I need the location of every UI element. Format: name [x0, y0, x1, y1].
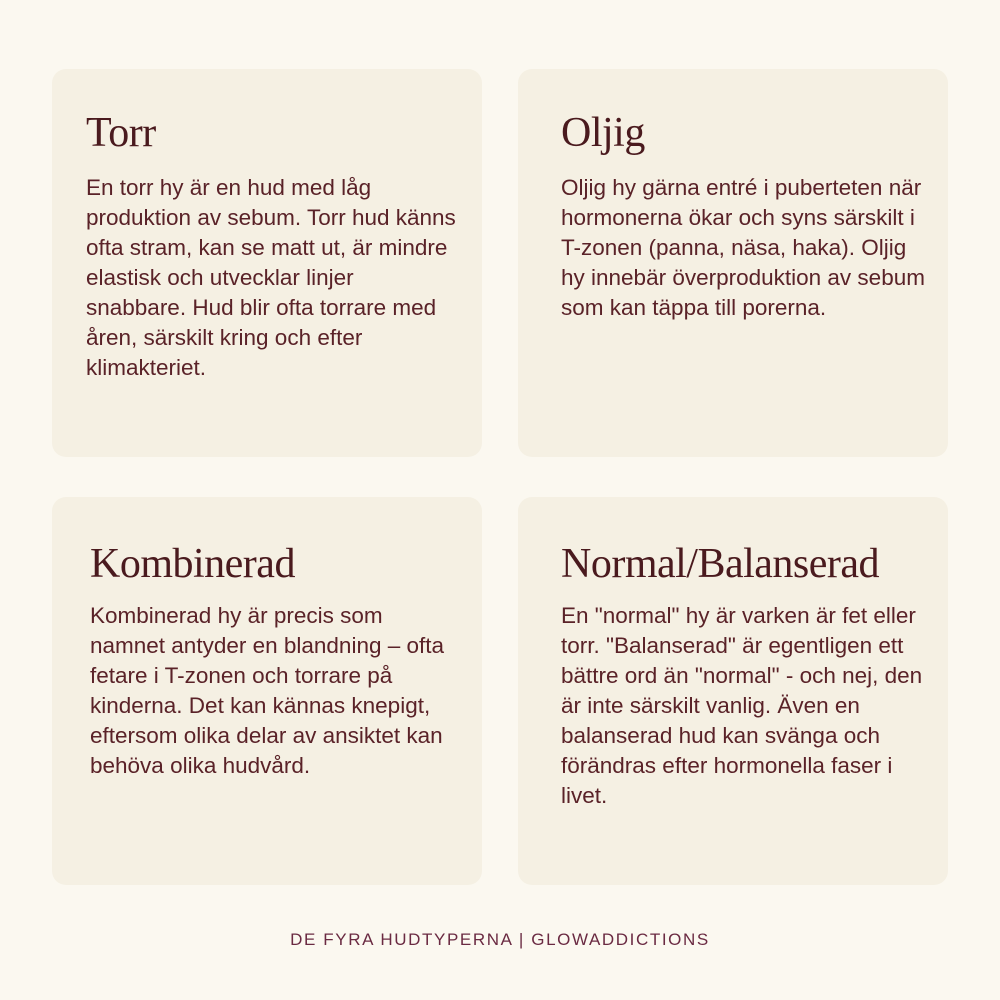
card-title: Oljig — [561, 110, 645, 156]
card-kombinerad — [52, 497, 482, 885]
card-title: Torr — [86, 110, 156, 156]
card-title: Normal/Balanserad — [561, 541, 880, 587]
card-torr — [52, 69, 482, 457]
card-body: Kombinerad hy är precis som namnet antyder en blandning – ofta fetare i T-zonen och torrare på kinderna. Det kan kännas knepigt, eftersom olika delar av ansiktet kan behöva olika hudvård. — [90, 603, 445, 778]
card-body: En torr hy är en hud med låg produktion av sebum. Torr hud känns ofta stram, kan se matt ut, är mindre elastisk och utvecklar linjer snabbare. Hud blir ofta torrare med åren, särskilt kring och efter klimakteriet. — [86, 175, 456, 380]
card-body: Oljig hy gärna entré i puberteten när hormonerna ökar och syns särskilt i T-zonen (panna, näsa, haka). Oljig hy innebär överproduktion av sebum som kan täppa till porerna. — [561, 175, 925, 320]
card-body: En "normal" hy är varken är fet eller torr. "Balanserad" är egentligen ett bättre ord än "normal" - och nej, den är inte särskilt vanlig. Även en balanserad hud kan svänga och förändras efter hormonella faser i livet. — [561, 603, 923, 808]
card-normal-balanserad — [518, 497, 948, 885]
footer-caption: DE FYRA HUDTYPERNA | GLOWADDICTIONS — [290, 930, 710, 949]
card-title: Kombinerad — [90, 541, 295, 587]
card-oljig — [518, 69, 948, 457]
